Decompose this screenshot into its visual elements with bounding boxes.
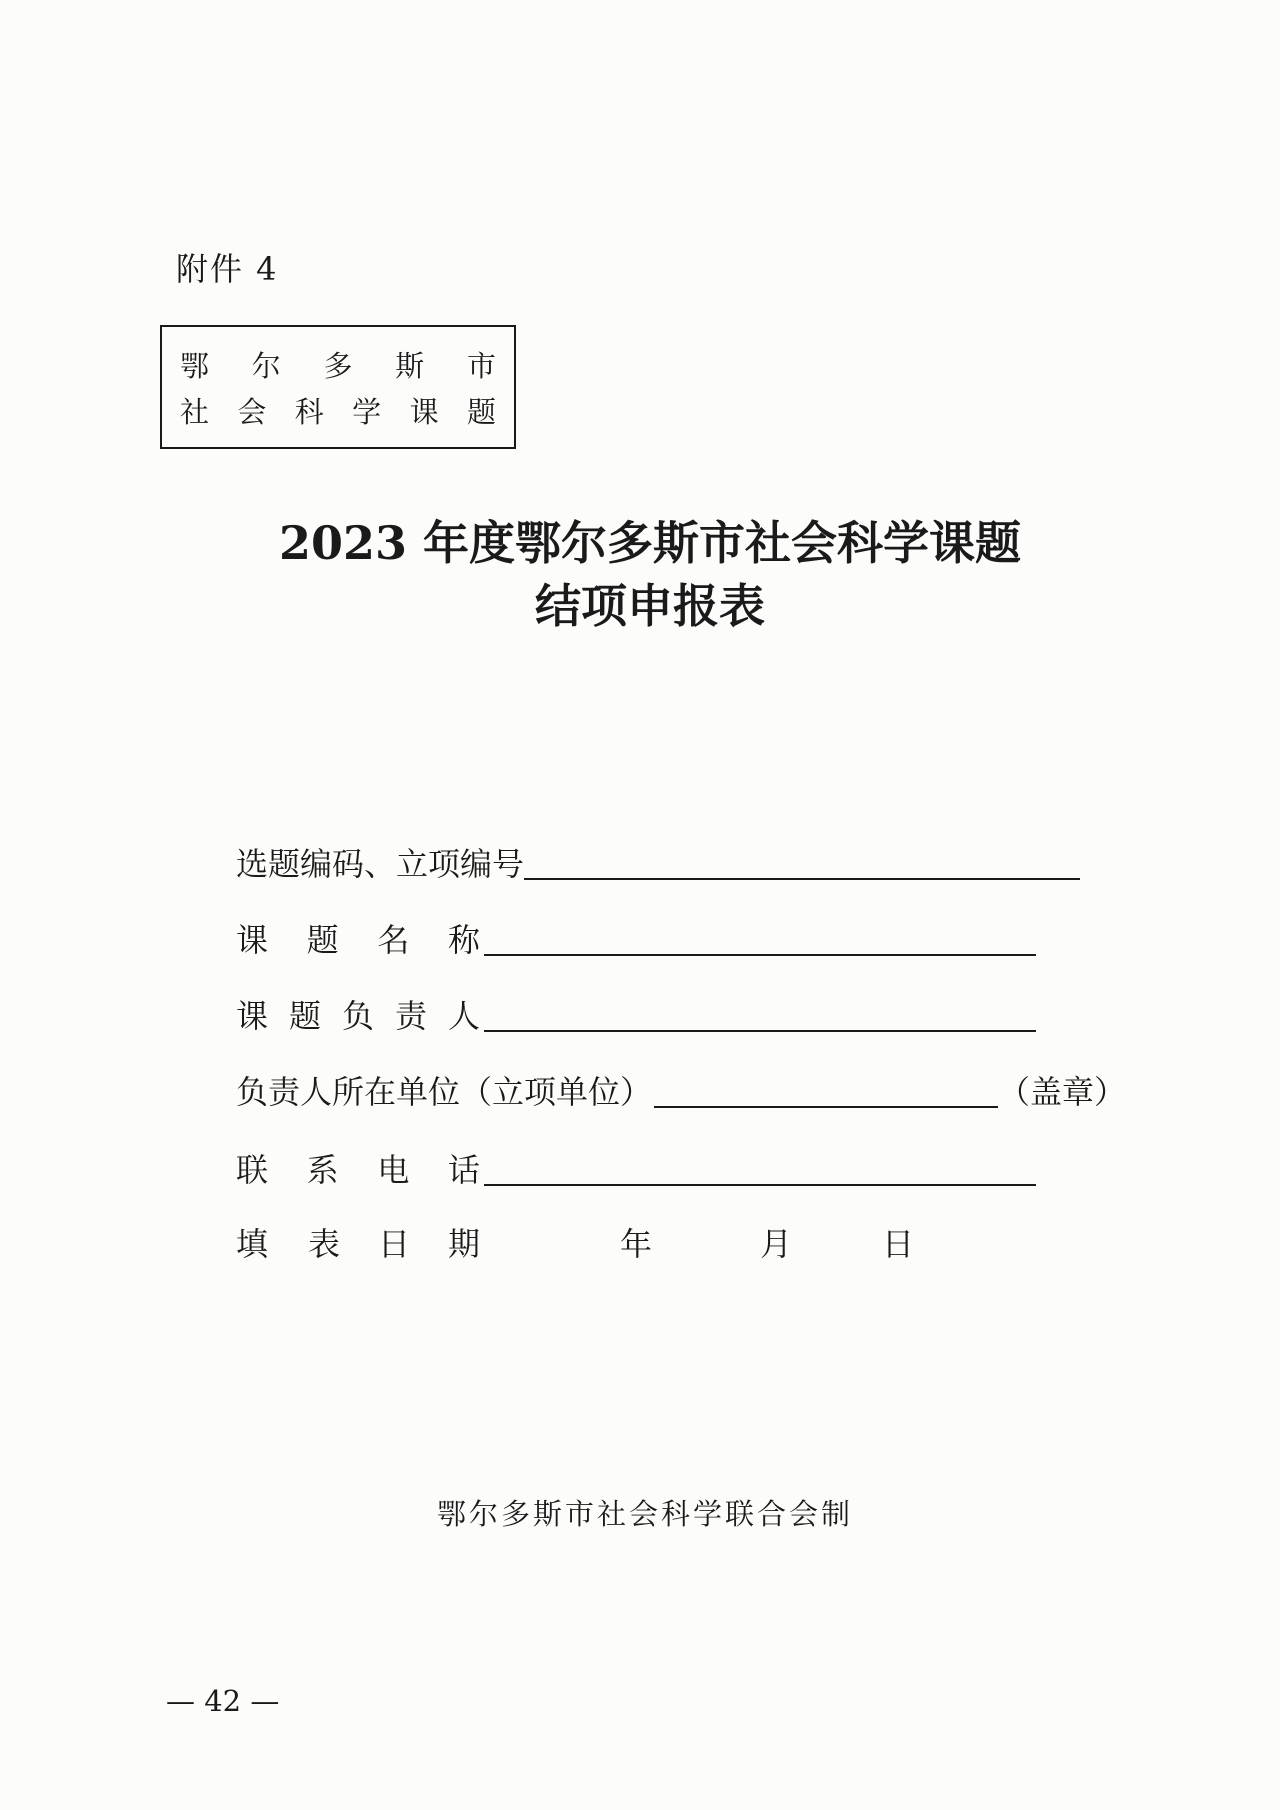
- attachment-label: 附件 4: [176, 250, 279, 288]
- date-label-char: 期: [448, 1225, 481, 1263]
- field-topic-code: [236, 840, 1080, 884]
- page-number: — 42 —: [166, 1684, 280, 1718]
- stamp-char: 社: [180, 395, 210, 429]
- stamp-char: 会: [237, 395, 267, 429]
- stamp-char: 科: [294, 395, 324, 429]
- document-subtitle: 结项申报表: [535, 579, 765, 633]
- field-topic-name: [236, 916, 1036, 960]
- field-label-code: 选题编码、立项编号: [236, 845, 525, 883]
- leader-blank-line[interactable]: [484, 996, 1036, 1032]
- field-leader-unit: [236, 1068, 1126, 1112]
- stamp-char: 斯: [395, 349, 425, 383]
- topic-stamp-box: [160, 325, 516, 449]
- phone-blank-line[interactable]: [484, 1150, 1036, 1186]
- field-contact-phone: [236, 1146, 1036, 1190]
- field-label-name: 课 题 名 称: [236, 921, 480, 959]
- date-label-char: 填: [236, 1225, 269, 1263]
- date-day-label: 日: [882, 1225, 915, 1263]
- stamp-char: 课: [409, 395, 439, 429]
- stamp-char: 多: [323, 349, 353, 383]
- field-fill-date: [236, 1222, 936, 1266]
- stamp-line-2: [180, 395, 496, 429]
- date-label-char: 表: [308, 1225, 341, 1263]
- unit-blank-line[interactable]: [654, 1072, 998, 1108]
- stamp-char: 市: [466, 349, 496, 383]
- field-label-phone: 联 系 电 话: [236, 1151, 480, 1189]
- unit-seal-note: （盖章）: [998, 1073, 1127, 1111]
- stamp-char: 题: [466, 395, 496, 429]
- date-label-char: 日: [378, 1225, 411, 1263]
- name-blank-line[interactable]: [484, 920, 1036, 956]
- date-year-label: 年: [620, 1225, 653, 1263]
- issuing-organization: 鄂尔多斯市社会科学联合会制: [436, 1497, 853, 1531]
- date-month-label: 月: [760, 1225, 793, 1263]
- stamp-char: 学: [352, 395, 382, 429]
- code-blank-line[interactable]: [524, 844, 1080, 880]
- stamp-char: 尔: [251, 349, 281, 383]
- field-label-leader: 课 题 负 责 人: [236, 997, 480, 1035]
- field-label-unit: 负责人所在单位（立项单位）: [236, 1073, 653, 1111]
- stamp-char: 鄂: [180, 349, 210, 383]
- field-topic-leader: [236, 992, 1036, 1036]
- document-title: 2023 年度鄂尔多斯市社会科学课题: [278, 516, 1022, 570]
- stamp-line-1: [180, 349, 496, 383]
